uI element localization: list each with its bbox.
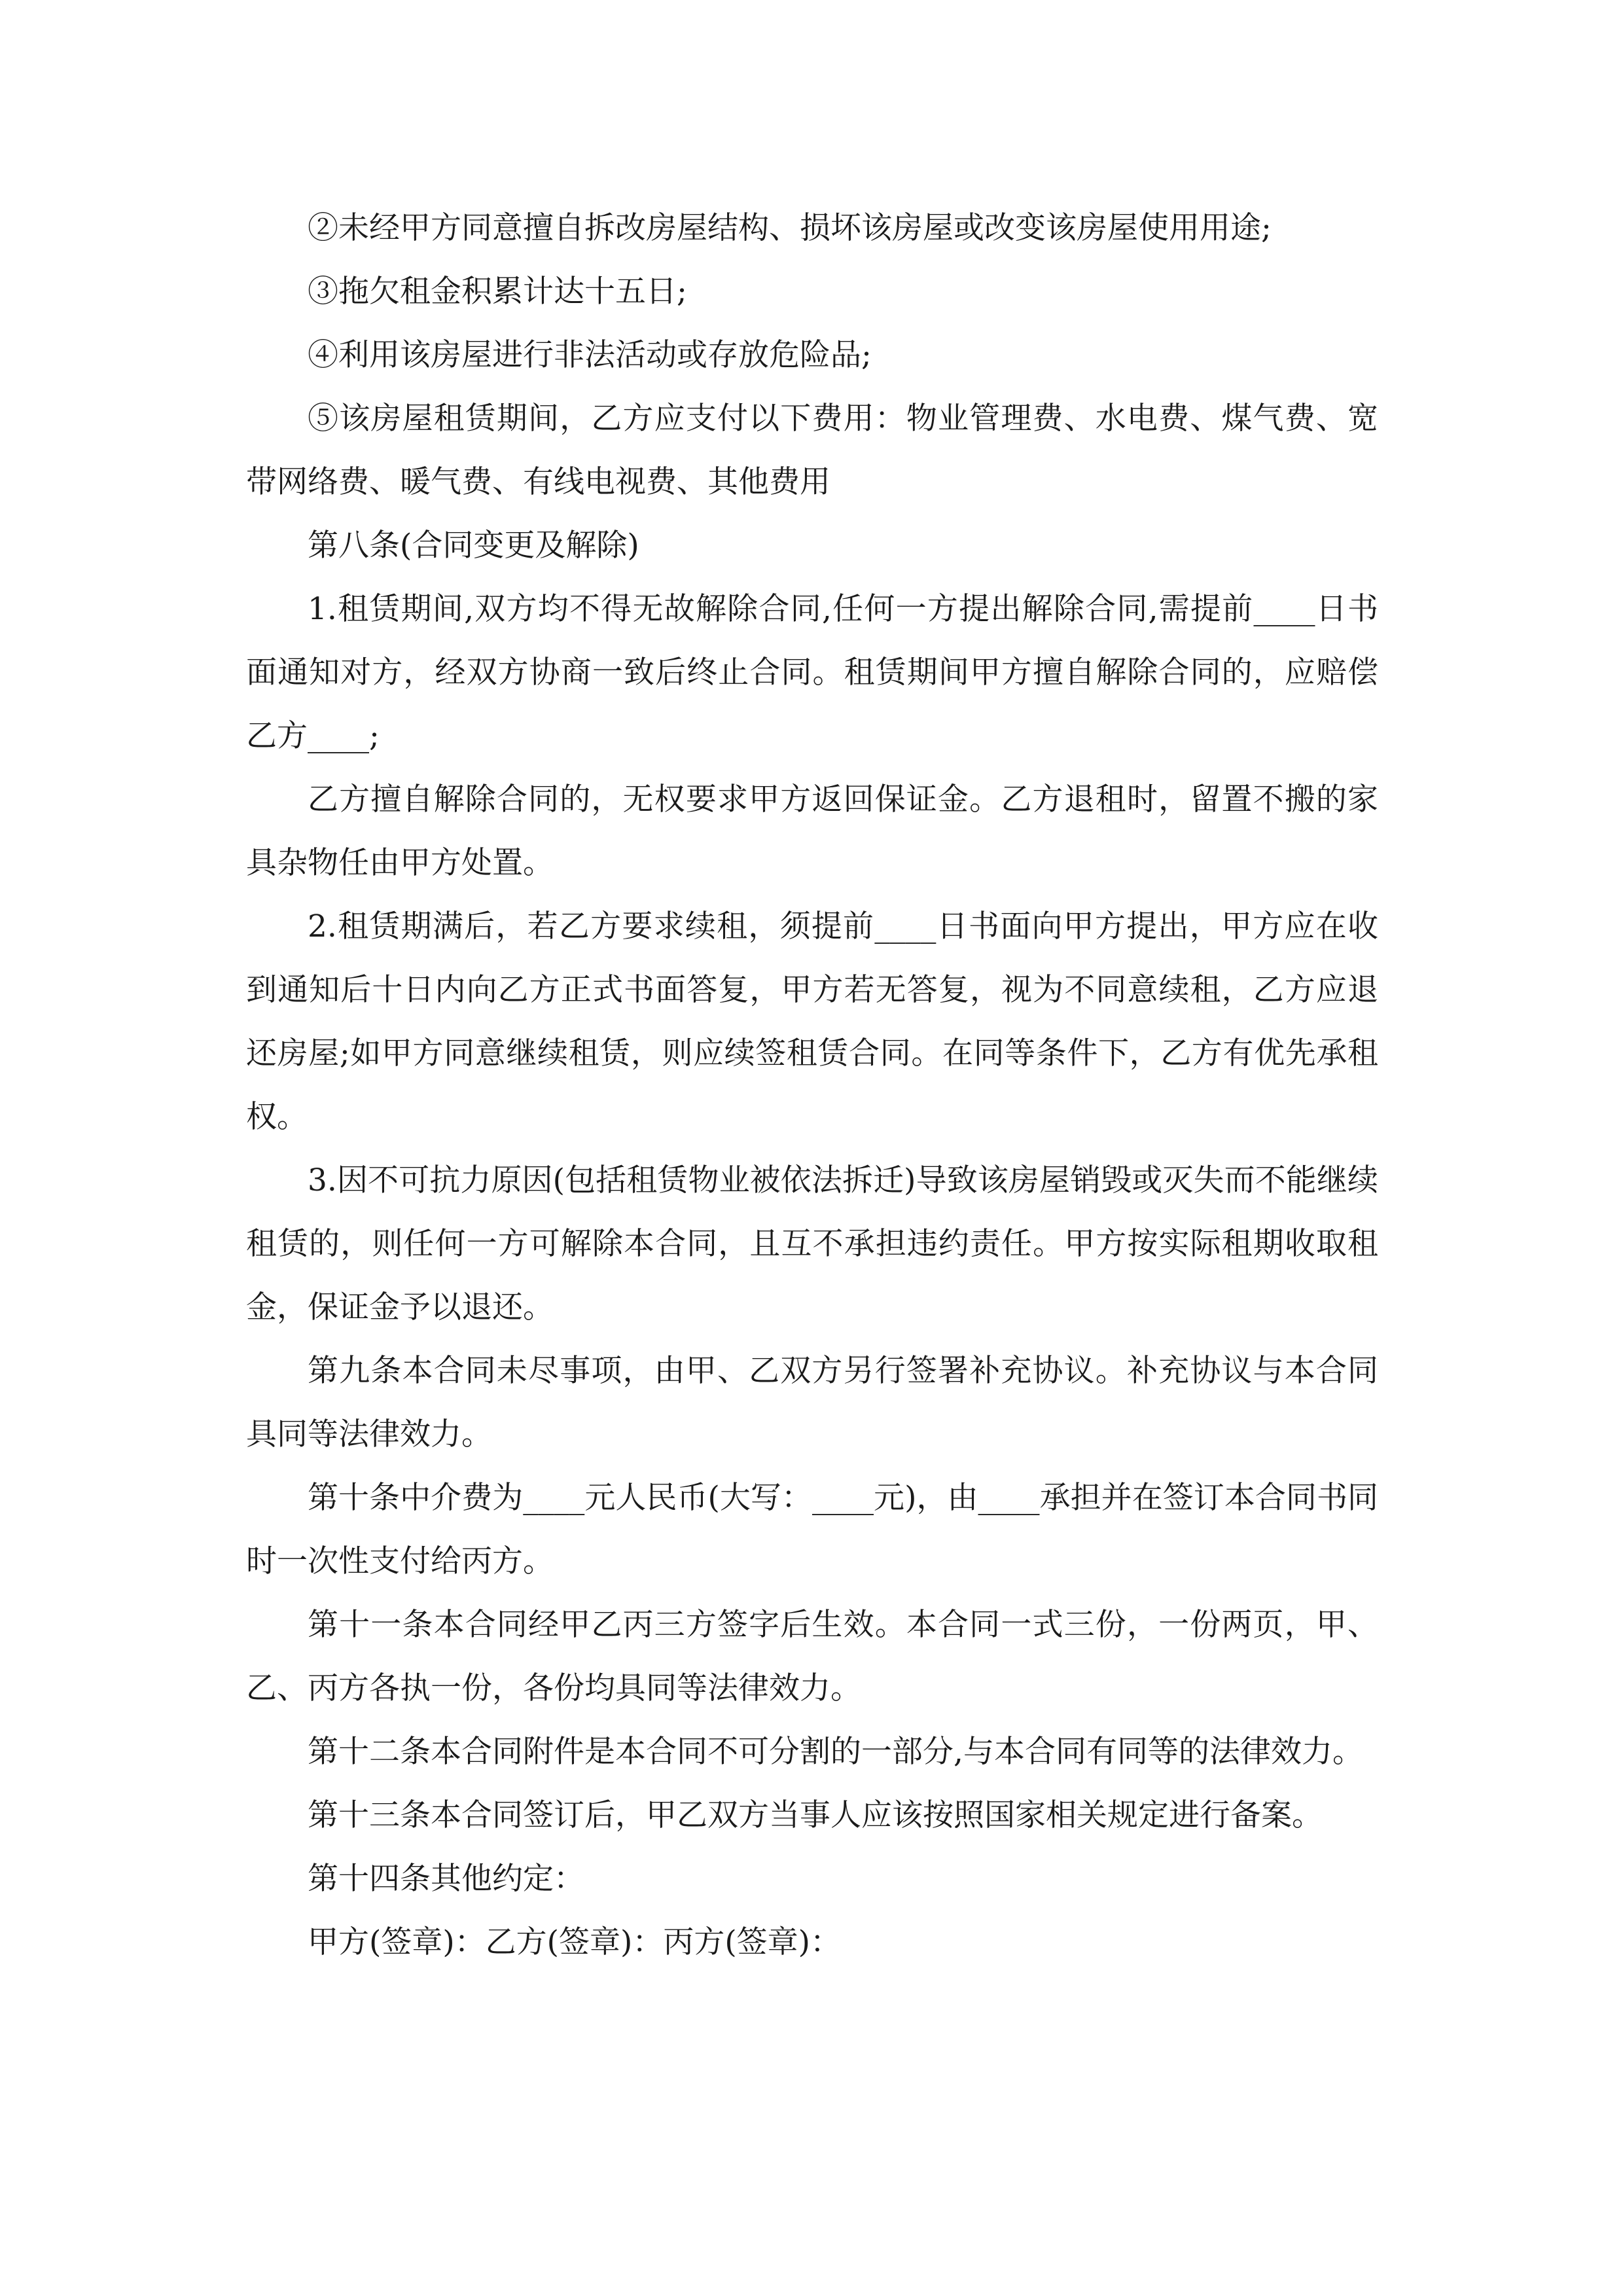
article-8-item-1: 1.租赁期间,双方均不得无故解除合同,任何一方提出解除合同,需提前____日书面通知对方，经双方协商一致后终止合同。租赁期间甲方擅自解除合同的，应赔偿乙方____; [246, 591, 1378, 754]
document-body [246, 196, 1378, 1974]
article-13: 第十三条本合同签订后，甲乙双方当事人应该按照国家相关规定进行备案。 [308, 1797, 1323, 1833]
article-8-heading: 第八条(合同变更及解除) [308, 528, 639, 564]
paragraph-clause-3: ③拖欠租金积累计达十五日; [308, 274, 687, 310]
article-8-item-1-continued: 乙方擅自解除合同的，无权要求甲方返回保证金。乙方退租时，留置不搬的家具杂物任由甲方处置。 [246, 781, 1378, 881]
article-8-item-2: 2.租赁期满后，若乙方要求续租，须提前____日书面向甲方提出，甲方应在收到通知后十日内向乙方正式书面答复，甲方若无答复，视为不同意续租，乙方应退还房屋;如甲方同意继续租赁，则应续签租赁合同。在同等条件下，乙方有优先承租权。 [246, 908, 1378, 1135]
article-10: 第十条中介费为____元人民币(大写：____元)，由____承担并在签订本合同书同时一次性支付给丙方。 [246, 1480, 1378, 1579]
article-8-item-3: 3.因不可抗力原因(包括租赁物业被依法拆迁)导致该房屋销毁或灭失而不能继续租赁的，则任何一方可解除本合同，且互不承担违约责任。甲方按实际租期收取租金，保证金予以退还。 [246, 1162, 1378, 1325]
article-14: 第十四条其他约定： [308, 1861, 584, 1897]
paragraph-clause-5: ⑤该房屋租赁期间，乙方应支付以下费用：物业管理费、水电费、煤气费、宽带网络费、暖气费、有线电视费、其他费用 [246, 401, 1378, 500]
article-9: 第九条本合同未尽事项，由甲、乙双方另行签署补充协议。补充协议与本合同具同等法律效力。 [246, 1353, 1378, 1452]
paragraph-clause-4: ④利用该房屋进行非法活动或存放危险品; [308, 337, 872, 373]
article-12: 第十二条本合同附件是本合同不可分割的一部分,与本合同有同等的法律效力。 [308, 1734, 1363, 1770]
signature-line: 甲方(签章)：乙方(签章)：丙方(签章)： [308, 1924, 842, 1960]
article-11: 第十一条本合同经甲乙丙三方签字后生效。本合同一式三份，一份两页，甲、乙、丙方各执一份，各份均具同等法律效力。 [246, 1607, 1378, 1706]
paragraph-clause-2: ②未经甲方同意擅自拆改房屋结构、损坏该房屋或改变该房屋使用用途; [308, 210, 1272, 246]
